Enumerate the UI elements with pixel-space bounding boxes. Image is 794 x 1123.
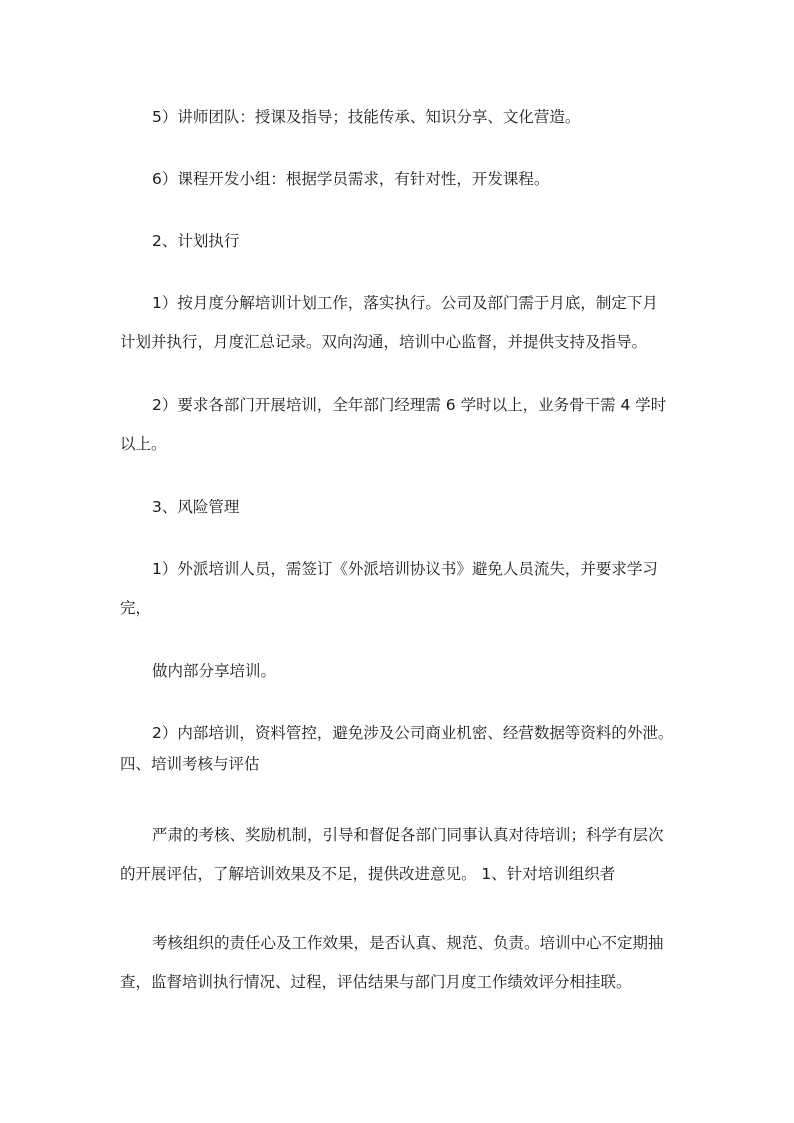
text-line: 2、计划执行	[152, 232, 240, 250]
text-line: 考核组织的责任心及工作效果，是否认真、规范、负责。培训中心不定期抽	[152, 934, 664, 952]
text-line: 的开展评估，了解培训效果及不足，提供改进意见。 1、针对培训组织者	[120, 865, 616, 883]
text-line: 做内部分享培训。	[152, 662, 277, 680]
text-line: 3、风险管理	[152, 498, 240, 516]
text-line: 2）内部培训，资料管控，避免涉及公司商业机密、经营数据等资料的外泄。	[152, 724, 674, 742]
text-line: 完，	[120, 599, 152, 617]
paragraph-data-control	[120, 714, 680, 784]
text-line: 1）外派培训人员，需签订《外派培训协议书》避免人员流失，并要求学习	[152, 560, 658, 578]
text-line: 严肃的考核、奖励机制，引导和督促各部门同事认真对待培训；科学有层次	[152, 826, 664, 844]
paragraph-organizer-assessment	[120, 924, 680, 1002]
heading-plan-execution	[120, 222, 680, 261]
text-line: 1）按月度分解培训计划工作，落实执行。公司及部门需于月底，制定下月	[152, 294, 658, 312]
paragraph-assessment-mechanism	[120, 816, 680, 894]
paragraph-lecturer-team	[120, 98, 680, 137]
text-line: 查，监督培训执行情况、过程，评估结果与部门月度工作绩效评分相挂联。	[120, 973, 632, 991]
text-line: 计划并执行，月度汇总记录。双向沟通，培训中心监督，并提供支持及指导。	[120, 333, 648, 351]
heading-risk-management	[120, 488, 680, 527]
paragraph-internal-sharing	[120, 652, 680, 691]
paragraph-course-dev-group	[120, 160, 680, 199]
text-line: 2）要求各部门开展培训，全年部门经理需 6 学时以上，业务骨干需 4 学时	[152, 396, 667, 414]
text-line: 以上。	[120, 435, 167, 453]
text-line: 6）课程开发小组：根据学员需求，有针对性，开发课程。	[152, 170, 550, 188]
section-heading-assessment: 四、培训考核与评估	[120, 755, 260, 773]
paragraph-monthly-plan	[120, 284, 680, 362]
paragraph-external-training	[120, 550, 680, 628]
text-line: 5）讲师团队：授课及指导；技能传承、知识分享、文化营造。	[152, 108, 581, 126]
paragraph-training-hours	[120, 386, 680, 464]
